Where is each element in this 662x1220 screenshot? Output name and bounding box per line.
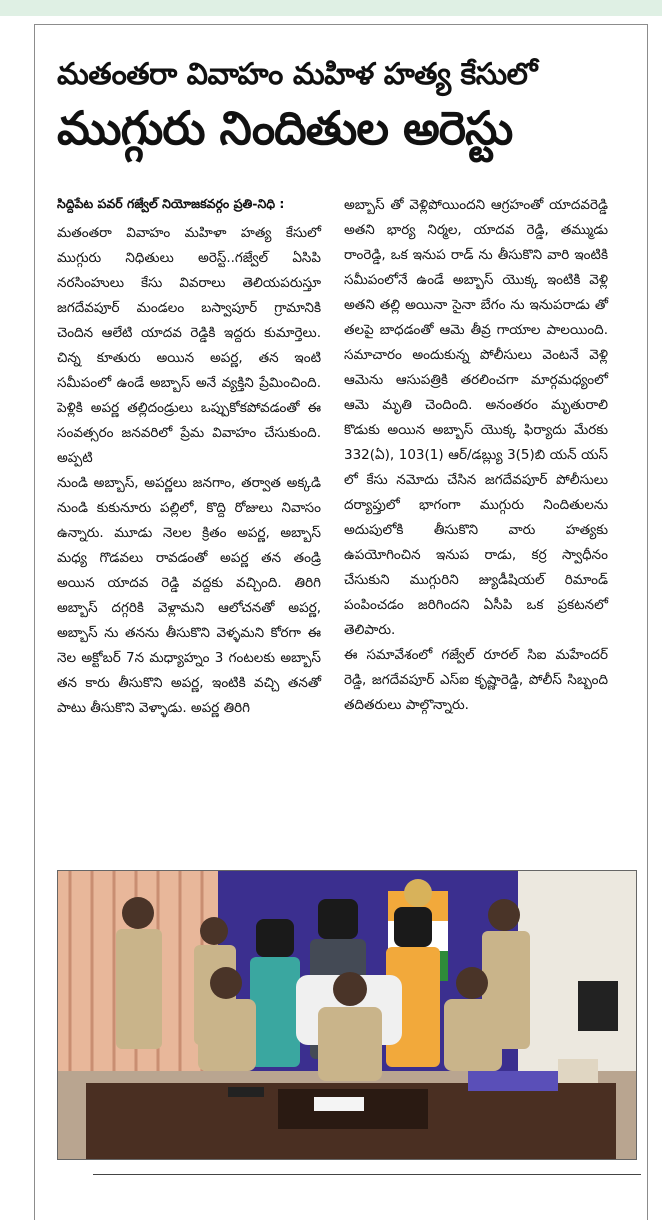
right-column bbox=[344, 193, 608, 718]
top-strip bbox=[0, 0, 662, 16]
press-meet-photo-icon bbox=[58, 871, 637, 1160]
paragraph: నుండి అబ్బాస్, అపర్ణలు జనగాం, తర్వాత అక్కడి నుండి కుకునూరు పల్లిలో, కొద్ది రోజులు నివాసం ఉన్నారు. మూడు నెలల క్రితం అపర్ణ, అబ్బాస్ మధ్య గొడవలు రావడంతో అపర్ణ తన తండ్రి అయిన యాదవ రెడ్డి వద్దకు వచ్చింది. తిరిగి అబ్బాస్ దగ్గరికి వెళ్లామని ఆలోచనతో అపర్ణ, అబ్బాస్ ను తనను తీసుకొని వెళ్ళమని కోరగా ఈ నెల అక్టోబర్ 7న మధ్యాహ్నం 3 గంటలకు అబ్బాస్ తన కారు తీసుకొని అపర్ణ, ఇంటికి వచ్చి తనతో పాటు తీసుకొని వెళ్ళాడు. అపర్ణ తిరిగి bbox=[57, 475, 321, 716]
bottom-rule bbox=[93, 1174, 641, 1175]
headline bbox=[57, 53, 627, 159]
headline-line-2: ముగ్గురు నిందితుల అరెస్టు bbox=[57, 101, 513, 155]
dateline: సిద్దిపేట పవర్ గజ్వేల్ నియోజకవర్గం ప్రతి-నిధి : bbox=[57, 196, 285, 211]
news-article bbox=[34, 24, 648, 1220]
paragraph: ఈ సమావేశంలో గజ్వేల్ రూరల్ సిఐ మహేందర్ రెడ్డి, జగదేవపూర్ ఎస్ఐ కృష్ణారెడ్డి, పోలీస్ సిబ్బంది తదితరులు పాల్గొన్నారు. bbox=[344, 647, 608, 713]
paragraph: మతంతరా వివాహం మహిళా హత్య కేసులో ముగ్గురు నిధితులు అరెస్ట్..గజ్వేల్ ఏసిపి నరసింహులు కేసు వివరాలు తెలియపరుస్తూ జగదేవపూర్ మండలం బస్వాపూర్ గ్రామానికి చెందిన ఆలేటి యాదవ రెడ్డికి ఇద్దరు కుమార్తెలు. చిన్న కూతురు అయిన అపర్ణ, తన ఇంటి సమీపంలో ఉండే అబ్బాస్ అనే వ్యక్తిని ప్రేమించింది. పెళ్లికి అపర్ణ తల్లిదండ్రులు ఒప్పుకోకపోవడంతో ఈ సంవత్సరం జనవరిలో ప్రేమ వివాహం చేసుకుంది. అప్పటి bbox=[57, 225, 321, 466]
headline-line-1: మతంతరా వివాహం మహిళ హత్య కేసులో bbox=[57, 57, 538, 92]
press-meet-photo bbox=[57, 870, 637, 1160]
paragraph: అబ్బాస్ తో వెళ్లిపోయిందని ఆగ్రహంతో యాదవరెడ్డి అతని భార్య నిర్మల, యాదవ రెడ్డి, తమ్ముడు రాంరెడ్డి, ఒక ఇనుప రాడ్ ను తీసుకొని వారి ఇంటికి సమీపంలోనే ఉండే అబ్బాస్ యొక్క ఇంటికి వెళ్లి అతని తల్లి అయినా సైనా బేగం ను ఇనుపరాడు తో తలపై బాధడంతో ఆమె తీవ్ర గాయాల పాలయింది. సమాచారం అందుకున్న పోలీసులు వెంటనే వెళ్లి ఆమెను ఆసుపత్రికి తరలించగా మార్గమధ్యంలో ఆమె మృతి చెందింది. అనంతరం మృతురాలి కొడుకు అయిన అబ్బాస్ యొక్క ఫిర్యాదు మేరకు 332(ఏ), 103(1) ఆర్/డబ్ల్యు 3(5)బి యన్ యస్ లో కేసు నమోదు చేసిన జగదేవపూర్ పోలీసులు దర్యాప్తులో భాగంగా ముగ్గురు నిందితులను అదుపులోకి తీసుకొని వారు హత్యకు ఉపయోగించిన ఇనుప రాడు, కర్ర స్వాధీనం చేసుకుని ముగ్గురిని జ్యుడీషియల్ రిమాండ్ పంపించడం జరిగిందని ఏసీపి ఒక ప్రకటనలో తెలిపారు. bbox=[344, 197, 608, 638]
left-column bbox=[57, 193, 321, 721]
